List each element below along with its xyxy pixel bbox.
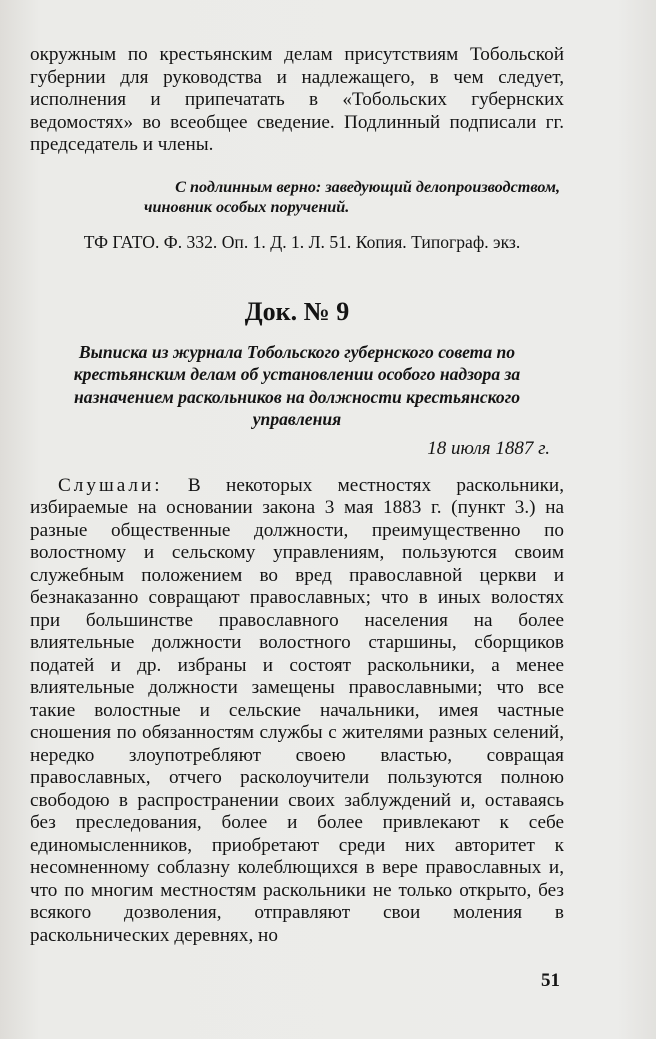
- body-text: В некоторых местностях раскольники, избираемые на основании закона 3 мая 1883 г. (пункт 3.) на разные общественные должности, преимущественно по волостному и сельскому управлениям, пользуются своим служебным положением во вред православной церкви и безнаказанно совращают православных; что в иных волостях при большинстве православного населения на более влиятельные должности волостного старшины, сборщиков податей и др. избраны и состоят раскольники, а менее влиятельные должности замещены православными; что все такие волостные и сельские начальники, имея частные сношения по обязанностям службы с жителями разных селений, нередко злоупотребляют своею властью, совращая православных, отчего расколоучители пользуются полною свободою в распространении своих заблуждений и, оставаясь без преследования, более и более привлекают к себе единомысленников, приобретают среди них авторитет к несомненному соблазну колеблющихся в вере православных и, что по многим местностям раскольники не только открыто, без всякого дозволения, отправляют свои моления в раскольнических деревнях, но: [30, 474, 564, 946]
- page-number: 51: [541, 970, 560, 991]
- body-lead: Слушали:: [58, 474, 163, 496]
- document-date: 18 июля 1887 г.: [427, 437, 550, 459]
- signature-block: [30, 177, 564, 217]
- document-heading: Выписка из журнала Тобольского губернского совета по крестьянским делам об установлении особого надзора за назначением раскольников на должности крестьянского управления: [73, 341, 521, 429]
- body-paragraph: [30, 475, 564, 948]
- opening-paragraph: окружным по крестьянским делам присутствиям Тобольской губернии для руководства и надлежащего, в чем следует, исполнения и припечатать в «Тобольских губернских ведомостях» во всеобщее сведение. Подлинный подписали гг. председатель и члены.: [30, 44, 564, 155]
- signature-line-1: С подлинным верно: заведующий делопроизводством,: [175, 177, 560, 196]
- archive-reference: ТФ ГАТО. Ф. 332. Оп. 1. Д. 1. Л. 51. Копия. Типограф. экз.: [83, 231, 521, 252]
- document-title: Док. № 9: [244, 296, 350, 326]
- page-content: [30, 44, 564, 947]
- signature-line-2: чиновник особых поручений.: [144, 197, 350, 216]
